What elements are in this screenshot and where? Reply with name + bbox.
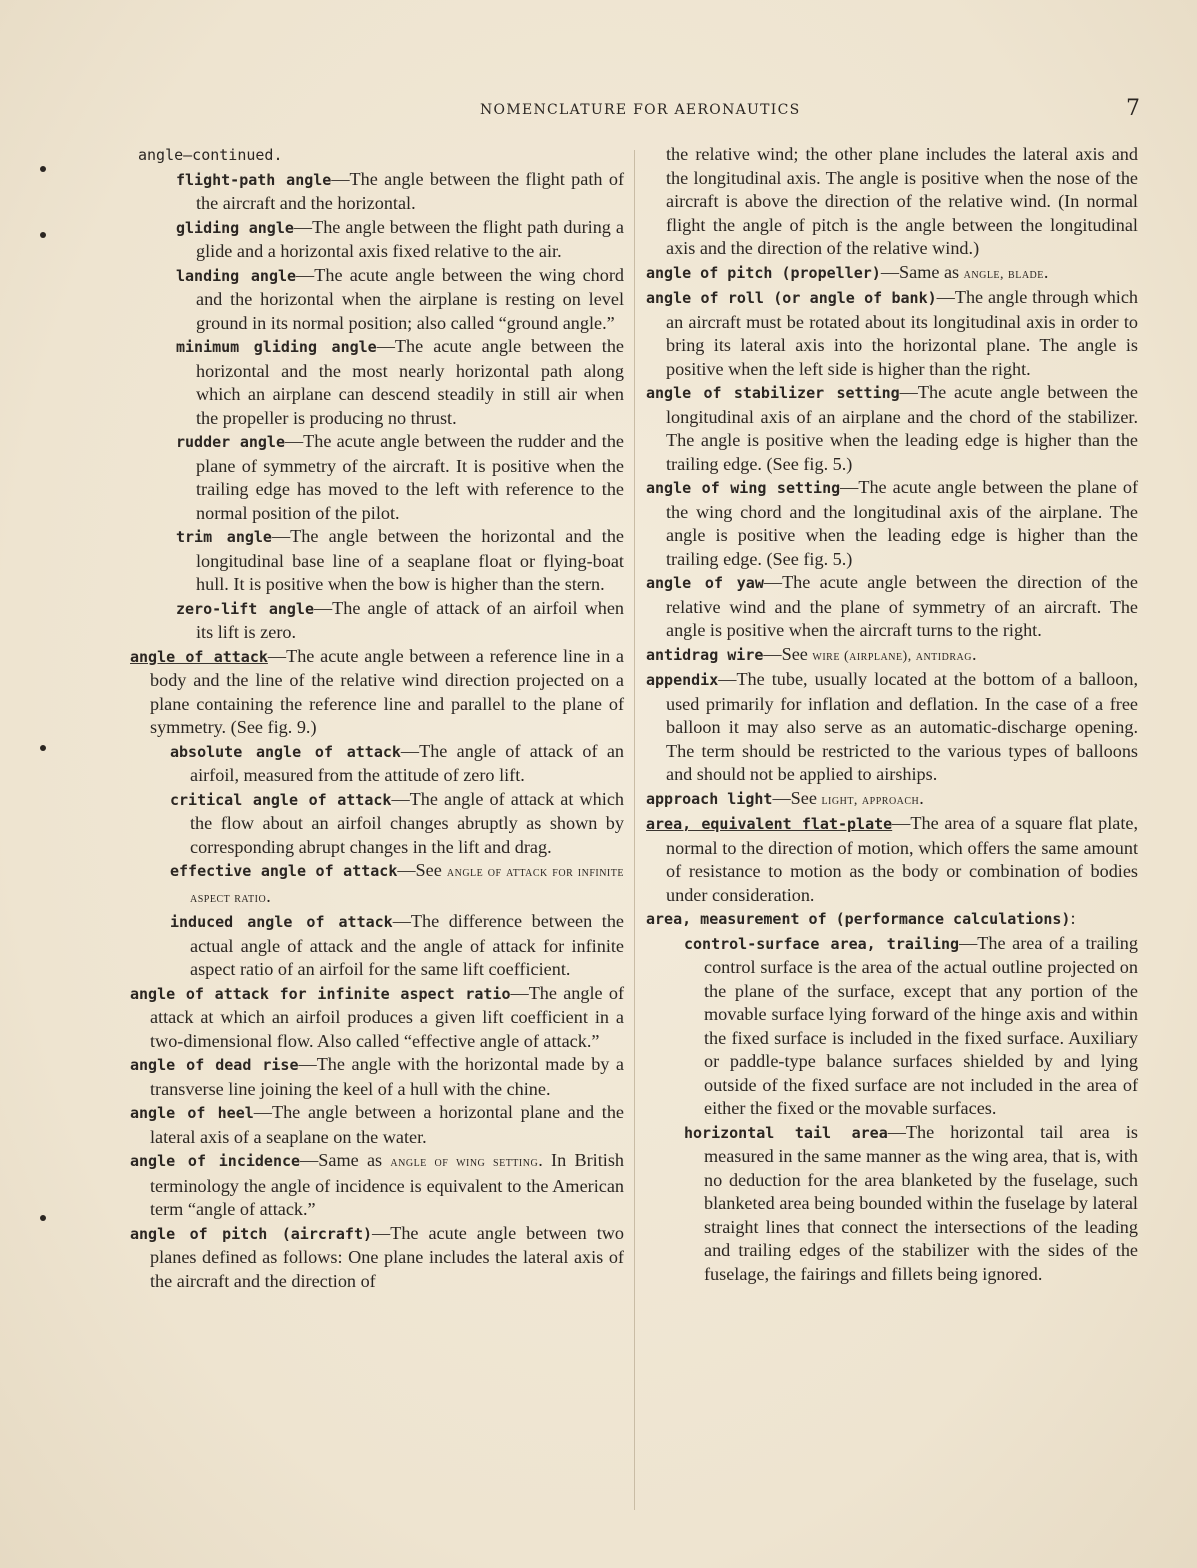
glossary-subentry [170, 910, 624, 982]
entry-definition: —The angle of attack of an airfoil, measured from the attitude of zero lift. [190, 740, 624, 785]
entry-definition-tail: . [919, 787, 924, 808]
glossary-entry [646, 261, 1138, 287]
glossary-subentry [684, 932, 1138, 1121]
hole-punch-mark [40, 745, 46, 751]
entry-definition: —The angle between a horizontal plane and the lateral axis of a seaplane on the water. [150, 1102, 624, 1147]
column-divider [634, 150, 635, 1510]
entry-definition: —The angle between the horizontal and the longitudinal base line of a seaplane float or flying-boat hull. It is positive when the bow is higher than the stern. [196, 526, 624, 594]
entry-definition: —The angle of attack at which the flow about an airfoil changes abruptly as shown by corresponding abrupt changes in the lift and drag. [190, 788, 624, 857]
entry-term: angle of stabilizer setting [646, 384, 900, 402]
entry-definition: —Same as [300, 1150, 391, 1170]
entry-term: angle of dead rise [130, 1056, 299, 1074]
running-head: NOMENCLATURE FOR AERONAUTICS [480, 102, 801, 118]
right-column [646, 143, 1138, 1286]
entry-term: angle of attack for infinite aspect ratio [130, 984, 511, 1003]
entry-definition: —The area of a square flat plate, normal to the direction of motion, which offers the same amount of resistance to motion as the body or combination of bodies under consideration. [666, 813, 1138, 905]
entry-term: rudder angle [176, 433, 285, 451]
glossary-entry [130, 982, 624, 1054]
entry-definition: —The acute angle between a reference line in a body and the line of the relative wind direction projected on a plane containing the reference line and parallel to the plane of symmetry. (See fig. 9.) [150, 645, 625, 737]
glossary-entry [646, 381, 1138, 476]
entry-term: angle of yaw [646, 574, 764, 592]
glossary-entry [130, 1222, 624, 1294]
entry-definition: —The area of a trailing control surface is the area of the actual outline projected on the plane of the surface, except that any portion of the movable surface lying forward of the hinge axis and within the fixed surface is included in the fixed surface. Auxiliary or paddle-type balance surfaces shielded by and lying outside of the fixed surface are not included in the area of either the fixed or the movable surfaces. [704, 932, 1138, 1118]
cross-reference: angle of attack for infinite aspect ratio [190, 865, 624, 906]
glossary-subentry [176, 335, 624, 430]
entry-term: control-surface area, trailing [684, 934, 960, 953]
entry-term: landing angle [176, 266, 297, 285]
cross-reference: wire (airplane), antidrag [812, 648, 972, 664]
glossary-entry [130, 1101, 624, 1149]
glossary-entry [646, 787, 1138, 813]
glossary-subentry [176, 168, 624, 216]
entry-term: angle of pitch (aircraft) [130, 1224, 373, 1243]
entry-definition: the relative wind; the other plane includes the lateral axis and the longitudinal axis. The angle is positive when the nose of the aircraft is above the direction of the relative wind. (In normal flight the angle of pitch is the angle between the longitudinal axis and the direction of the relative wind.) [666, 144, 1138, 258]
entry-term: angle of roll (or angle of bank) [646, 289, 937, 307]
entry-term: area, measurement of (performance calculations) [646, 910, 1071, 928]
entry-definition: —The angle of attack at which an airfoil produces a given lift coefficient in a two-dimensional flow. Also called “effective angle of attack.” [150, 982, 625, 1051]
entry-term: absolute angle of attack [170, 742, 401, 761]
entry-definition: —The acute angle between the wing chord and the horizontal when the airplane is resting on level ground in its normal position; also called “ground angle.” [196, 264, 624, 333]
cross-reference: angle of wing setting [390, 1155, 539, 1170]
glossary-entry [646, 907, 1138, 932]
entry-definition: —The horizontal tail area is measured in the same manner as the wing area, that is, with no deduction for the area blanketed by the fuselage, such blanketed area being bounded within the fuselage by lateral straight lines that connect the intersections of the leading and trailing edges of the stabilizer with the sides of the fuselage, the fairings and fillets being ignored. [704, 1121, 1138, 1284]
entry-term: angle of incidence [130, 1152, 301, 1170]
entry-term: angle of attack [130, 647, 268, 666]
glossary-subentry [176, 525, 624, 597]
glossary-entry [130, 1053, 624, 1101]
entry-term: antidrag wire [646, 645, 764, 664]
glossary-entry [130, 645, 624, 740]
entry-term: angle of wing setting [646, 479, 841, 497]
glossary-subentry [176, 597, 624, 645]
entry-definition-tail: . In British terminology the angle of incidence is equivalent to the American term “angle of attack.” [150, 1150, 625, 1219]
entry-term: angle of heel [130, 1104, 254, 1122]
entry-term: appendix [646, 671, 719, 689]
entry-term: zero-lift angle [176, 599, 314, 618]
hole-punch-mark [40, 232, 46, 238]
glossary-entry [646, 668, 1138, 787]
glossary-subentry [176, 264, 624, 336]
glossary-subentry [170, 859, 624, 910]
entry-definition: —See [772, 787, 822, 808]
entry-term: induced angle of attack [170, 913, 393, 931]
entry-term: angle [138, 146, 184, 164]
glossary-subentry [176, 430, 624, 525]
glossary-entry [138, 143, 624, 168]
entry-definition: —The angle through which an aircraft must be rotated about its longitudinal axis in order to bring its lateral axis into the horizontal plane. The angle is positive when the left side is higher than the right. [666, 287, 1139, 379]
entry-definition: —The acute angle between the direction of the relative wind and the plane of symmetry of an aircraft. The angle is positive when the aircraft turns to the right. [666, 572, 1138, 640]
entry-term: effective angle of attack [170, 862, 398, 880]
glossary-entry [130, 1149, 624, 1222]
entry-definition-tail: . [266, 885, 271, 906]
entry-definition: —The angle between the flight path of the aircraft and the horizontal. [196, 168, 625, 213]
entry-definition: —The tube, usually located at the bottom of a balloon, used primarily for inflation and deflation. In the case of a free balloon it may also serve as an automatic-discharge opening. The term should be restricted to the various types of balloons and should not be applied to airships. [666, 669, 1138, 784]
entry-definition: —See [763, 643, 813, 664]
page-header [480, 96, 1140, 124]
cross-reference: light, approach [821, 792, 920, 808]
hole-punch-mark [40, 166, 46, 172]
glossary-subentry [684, 1121, 1138, 1287]
entry-definition: —The difference between the actual angle of attack and the angle of attack for infinite aspect ratio of an airfoil for the same lift coefficient. [190, 911, 624, 979]
entry-term: flight-path angle [176, 170, 332, 189]
entry-definition: —The acute angle between two planes defined as follows: One plane includes the lateral axis of the aircraft and the direction of [150, 1222, 624, 1291]
entry-definition-tail: . [971, 643, 977, 664]
glossary-subentry [170, 788, 624, 860]
cross-reference: angle, blade [963, 266, 1044, 282]
entry-definition: —The angle between the flight path during a glide and a horizontal axis fixed relative to the air. [196, 216, 625, 261]
glossary-entry [646, 476, 1138, 571]
entry-term: angle of pitch (propeller) [646, 263, 881, 282]
entry-definition: —The acute angle between the rudder and the plane of symmetry of the aircraft. It is positive when the trailing edge has moved to the left with reference to the normal position of the pilot. [196, 431, 624, 523]
entry-term: critical angle of attack [170, 790, 392, 809]
glossary-subentry [170, 740, 624, 788]
entry-term: gliding angle [176, 218, 294, 237]
entry-definition: —The angle with the horizontal made by a transverse line joining the keel of a hull with the chine. [150, 1054, 624, 1099]
glossary-entry-continuation [646, 143, 1138, 261]
entry-definition: —continued. [183, 146, 283, 164]
hole-punch-mark [40, 1215, 46, 1221]
entry-term: trim angle [176, 528, 272, 546]
entry-definition: —The acute angle between the plane of the wing chord and the longitudinal axis of the airplane. The angle is positive when the leading edge is higher than the trailing edge. (See fig. 5.) [666, 477, 1138, 569]
glossary-entry [646, 812, 1138, 907]
glossary-entry [646, 286, 1138, 381]
entry-definition: —The angle of attack of an airfoil when its lift is zero. [196, 597, 624, 642]
entry-term: area, equivalent flat-plate [646, 815, 893, 833]
left-column [130, 143, 624, 1293]
page-number: 7 [1126, 96, 1140, 121]
entry-definition: —The acute angle between the horizontal and the most nearly horizontal path along which an airplane can descend steadily in still air when the propeller is producing no thrust. [196, 336, 624, 428]
glossary-entry [646, 643, 1138, 669]
entry-definition: : [1070, 908, 1076, 928]
entry-term: minimum gliding angle [176, 338, 377, 356]
glossary-subentry [176, 216, 624, 264]
entry-definition: —See [397, 860, 447, 880]
glossary-entry [646, 571, 1138, 643]
entry-definition: —The acute angle between the longitudinal axis of an airplane and the chord of the stabilizer. The angle is positive when the leading edge is higher than the trailing edge. (See fig. 5.) [666, 382, 1138, 474]
entry-term: horizontal tail area [684, 1123, 888, 1142]
entry-definition: —Same as [880, 261, 964, 282]
entry-term: approach light [646, 789, 773, 808]
entry-definition-tail: . [1043, 261, 1049, 282]
